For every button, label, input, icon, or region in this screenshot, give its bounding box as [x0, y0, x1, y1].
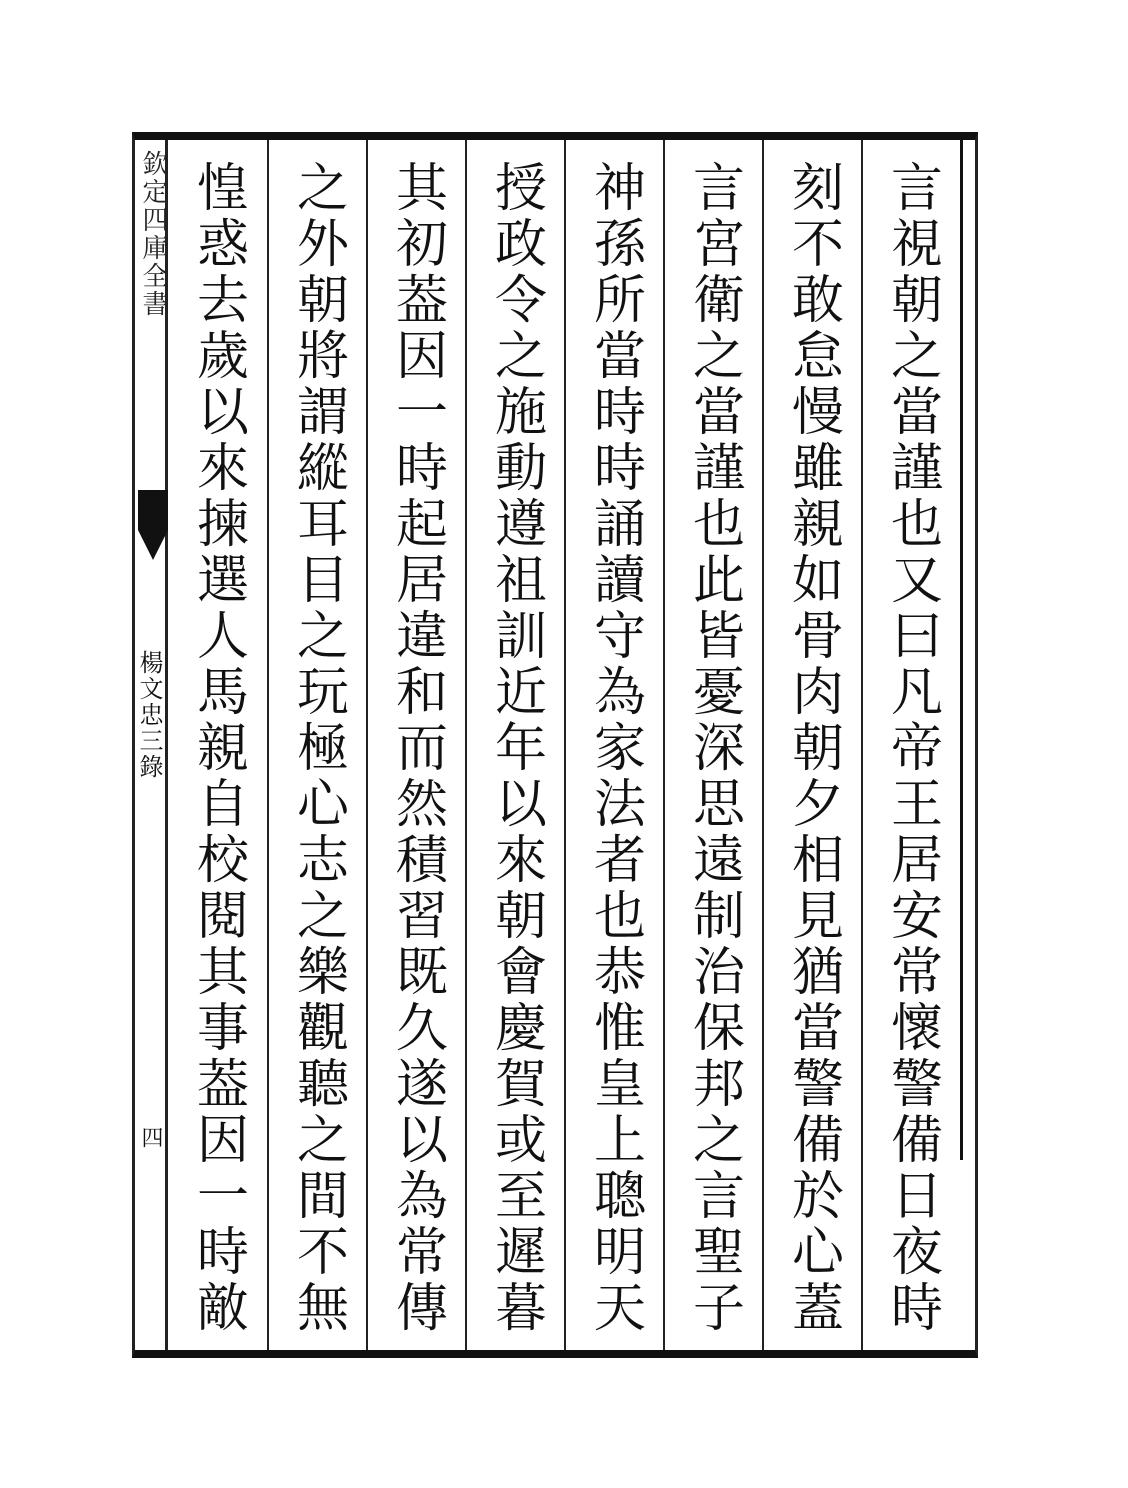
- fish-tail-mark: [138, 490, 168, 560]
- text-column: [168, 140, 267, 1350]
- text-column: [861, 140, 960, 1350]
- series-title: 欽定四庫全書: [138, 150, 168, 318]
- text-column: [366, 140, 465, 1350]
- column-text: 其初葢因一時起居違和而然積習既久遂以為常傳: [386, 160, 447, 1336]
- text-column: [564, 140, 663, 1350]
- column-text: 惶惑去歲以來揀選人馬親自校閱其事葢因一時敵: [187, 160, 248, 1336]
- right-border: [960, 140, 976, 1160]
- column-text: 刻不敢怠慢雖親如骨肉朝夕相見猶當警備於心蓋: [782, 160, 843, 1336]
- column-text: 之外朝將謂縱耳目之玩極心志之樂觀聽之間不無: [287, 160, 348, 1336]
- column-text: 神孫所當時時誦讀守為家法者也恭惟皇上聰明天: [584, 160, 645, 1336]
- text-column: [267, 140, 366, 1350]
- text-column: [465, 140, 564, 1350]
- column-text: 言視朝之當謹也又曰凡帝王居安常懷警備日夜時: [881, 160, 942, 1336]
- text-column: [663, 140, 762, 1350]
- book-title: 楊文忠三錄: [135, 650, 163, 780]
- text-column: [762, 140, 861, 1350]
- page-number: 四: [138, 1126, 163, 1148]
- column-text: 言宮衛之當謹也此皆憂深思遠制治保邦之言聖子: [683, 160, 744, 1336]
- text-columns: [168, 140, 960, 1350]
- column-text: 授政令之施動遵祖訓近年以來朝會慶賀或至遲暮: [485, 160, 546, 1336]
